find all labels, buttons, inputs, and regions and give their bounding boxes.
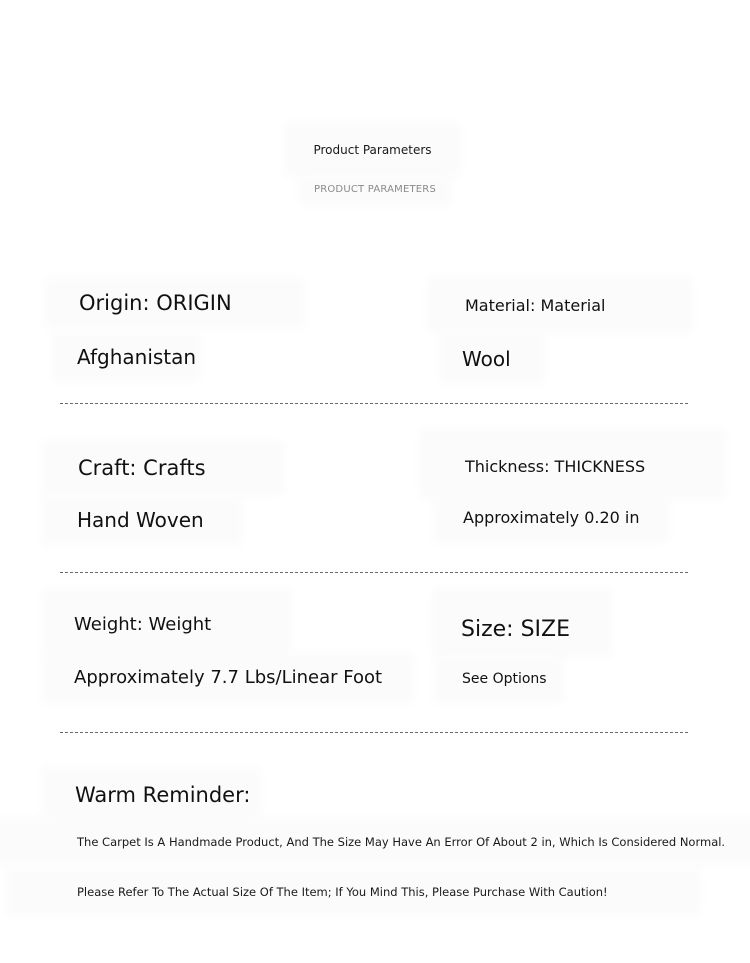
- separator-line-3: [60, 732, 688, 733]
- size-value: See Options: [440, 660, 558, 698]
- material-value: Wool: [446, 338, 538, 380]
- weight-value: Approximately 7.7 Lbs/Linear Foot: [48, 658, 408, 698]
- origin-value: Afghanistan: [58, 338, 195, 376]
- material-label: Material: Material: [433, 282, 687, 328]
- separator-line-1: [60, 403, 688, 404]
- thickness-label: Thickness: THICKNESS: [425, 434, 720, 494]
- reminder-title: Warm Reminder:: [48, 772, 255, 818]
- origin-label: Origin: ORIGIN: [50, 283, 299, 323]
- reminder-line-2: Please Refer To The Actual Size Of The Item; If You Mind This, Please Purchase With Caution!: [12, 874, 695, 910]
- size-label: Size: SIZE: [438, 594, 606, 652]
- craft-label: Craft: Crafts: [48, 446, 278, 490]
- reminder-line-1: The Carpet Is A Handmade Product, And The Size May Have An Error Of About 2 in, Which Is Considered Normal.: [0, 824, 750, 860]
- separator-line-2: [60, 572, 688, 573]
- weight-label: Weight: Weight: [48, 594, 286, 654]
- page-subtitle: PRODUCT PARAMETERS: [305, 180, 445, 200]
- thickness-value: Approximately 0.20 in: [440, 500, 663, 538]
- page-title: Product Parameters: [290, 128, 455, 172]
- craft-value: Hand Woven: [48, 500, 237, 540]
